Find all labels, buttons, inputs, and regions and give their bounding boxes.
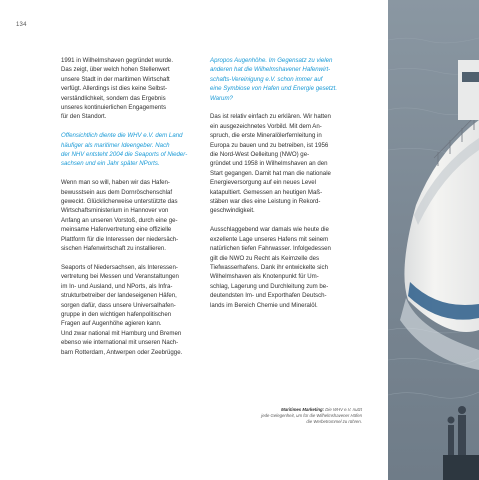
cabin (458, 60, 479, 120)
left-paragraph-1: 1991 in Wilhelmshaven gegründet wurde. Das zeigt, über welch hohen Stellenwert unsere Stadt in der maritimen Wirtschaft verfügt. Allerdings ist dies keine Selbst- verständlichkeit, sondern das Ergebnis unseres kontinuierlichen Engagements für den Standort. (61, 57, 174, 121)
left-paragraph-3: Seaports of Niedersachsen, als Interessen- vertretung bei Messen und Veranstaltungen im In- und Ausland, und NPorts, als Infra- strukturbetreiber der landeseigenen Häfen, sorgen dafür, dass unsere Universalhafen- gruppe in den wichtigen hafenpolitischen Fragen auf Augenhöhe agieren kann. Und zwar national mit Hamburg und Bremen ebenso wie international mit unseren Nach- barn Rotterdam, Antwerpen oder Zeebrügge. (61, 263, 183, 356)
left-column (61, 56, 201, 366)
right-paragraph-2: Ausschlaggebend war damals wie heute die exzellente Lage unseres Hafens mit seinem natürlichen tiefen Fahrwasser. Infolgedessen gilt die NWO zu Recht als Keimzelle des Tiefwasserhafens. Dank ihr entwickelte sich Wilhelmshaven als Knotenpunkt für Um- schlag, Lagerung und Durchleitung zum be- deutendsten Im- und Exporthafen Deutsch- lands im Bereich Chemie und Mineralöl. (210, 226, 331, 309)
boat-photo (388, 0, 479, 480)
boat-illustration (388, 0, 479, 480)
caption-label: Maritimes Marketing: (281, 407, 325, 412)
page-number: 134 (16, 22, 27, 28)
right-question-1: Apropos Augenhöhe. Im Gegensatz zu vielen anderen hat die Wilhelmshavener Hafenwirt- schafts-Vereinigung e.V. schon immer auf eine Symbiose von Hafen und Energie gesetzt. Warum? (210, 57, 338, 102)
right-paragraph-1: Das ist relativ einfach zu erklären. Wir hatten ein ausgezeichnetes Vorbild. Mit dem An- spruch, die erste Mineralölerfernleitung in Europa zu bauen und zu betreiben, ist 1956 die Nord-West Oelleitung (NWO) ge- gründet und 1958 in Wilhelmshaven an den Start gegangen. Damit hat man die nationale Energieversorgung auf ein neues Level katapultiert. Gemessen an heutigen Maß- stäben war dies eine Leistung in Rekord- geschwindigkeit. (210, 113, 331, 215)
caption-text: Die WHV e.V. nutzt jede Gelegenheit, um für die Wilhelmshavener Häfen die Werbetrommel zu rühren. (261, 407, 362, 425)
right-column (210, 56, 361, 319)
left-question-1: Offensichtlich diente die WHV e.V. dem Land häufiger als maritimer Ideengeber. Nach der NHV entsteht 2004 die Seaports of Nieder- sachsen und ein Jahr später NPorts. (61, 132, 188, 168)
photo-caption (244, 407, 362, 426)
left-paragraph-2: Wenn man so will, haben wir das Hafen- bewusstsein aus dem Dornröschenschlaf geweckt. Glücklicherweise unterstützte das Wirtschaftsministerium in Hannover von Anfang an unseren Vorstoß, durch eine ge- meinsame Hafenvertretung eine offizielle Plattform für die Interessen der niedersäch- sischen Hafenwirtschaft zu installieren. (61, 179, 179, 253)
cabin-window (462, 72, 479, 82)
